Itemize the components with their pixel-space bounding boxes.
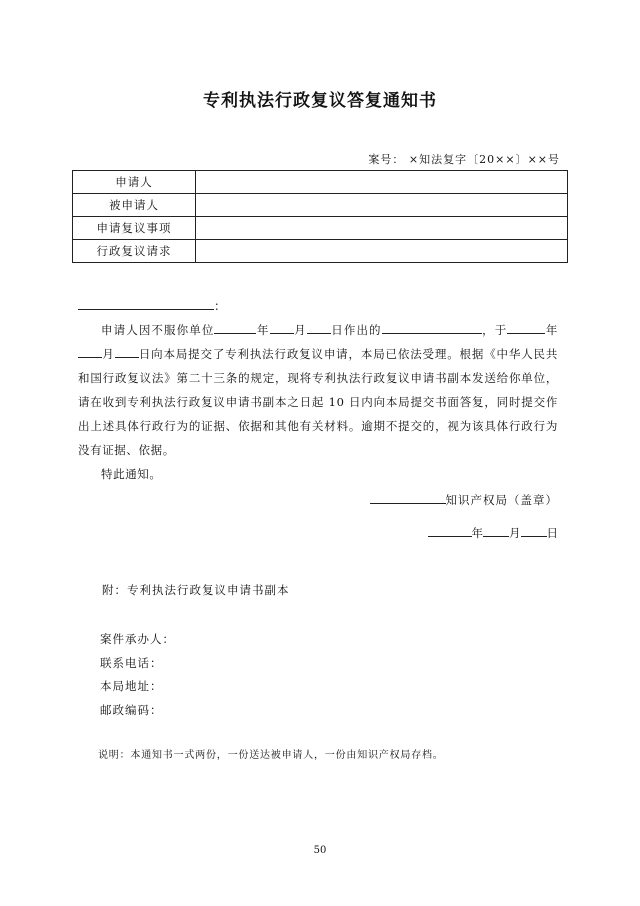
signature-label: 知识产权局（盖章）	[445, 493, 558, 507]
blank-day	[521, 523, 547, 537]
case-number: 案号： ×知法复字〔20××〕××号	[368, 153, 560, 166]
body-text: ，于	[481, 323, 508, 337]
table-value-applicant	[196, 171, 568, 194]
body-text: 申请人因不服你单位	[101, 323, 215, 337]
blank-month	[78, 344, 102, 358]
table-label-respondent: 被申请人	[73, 194, 196, 217]
blank-month	[270, 320, 294, 334]
addressee-colon: ：	[214, 299, 227, 313]
contact-handler: 案件承办人：	[100, 632, 175, 646]
table-label-applicant: 申请人	[73, 171, 196, 194]
explanation-note: 说明：本通知书一式两份，一份送达被申请人，一份由知识产权局存档。	[98, 750, 444, 761]
table-value-matter	[196, 217, 568, 240]
blank-year	[214, 320, 256, 334]
notice-body	[78, 318, 558, 486]
table-row	[73, 217, 568, 240]
month-label: 月	[509, 526, 521, 540]
date-line	[428, 523, 559, 541]
blank-decision	[382, 320, 482, 334]
contact-phone: 联系电话：	[100, 655, 163, 670]
day-label: 日	[546, 526, 558, 540]
signature-blank	[370, 490, 446, 504]
month-label: 月	[293, 323, 307, 337]
attachment-note: 附：专利执法行政复议申请书副本	[102, 583, 290, 597]
blank-year	[428, 523, 472, 537]
table-row	[73, 240, 568, 263]
blank-day	[307, 320, 331, 334]
day-label: 日作出的	[330, 323, 382, 337]
contact-postcode: 邮政编码：	[100, 702, 163, 717]
blank-day	[115, 344, 139, 358]
year-label: 年	[256, 323, 270, 337]
month-label: 月	[102, 347, 115, 361]
table-label-matter: 申请复议事项	[73, 217, 196, 240]
body-text: 日向本局提交了专利执法行政复议申请，本局已依法受理。根据《中华人民共和国行政复议法》第二十三条的规定，现将专利执法行政复议申请书副本发送给你单位，请在收到专利执法行政复议申请书副本之日起 10 日内向本局提交书面答复，同时提交作出上述具体行政行为的证据、依据和其他有关材料。逾期不提交的，视为该具体行政行为没有证据、依据。	[78, 347, 558, 457]
addressee-line	[78, 296, 226, 314]
table-row	[73, 171, 568, 194]
blank-month	[483, 523, 509, 537]
contact-address: 本局地址：	[100, 679, 163, 693]
closing-text: 特此通知。	[101, 467, 162, 481]
page-number: 50	[313, 845, 327, 856]
table-value-respondent	[196, 194, 568, 217]
signature-line	[370, 490, 559, 508]
table-value-request	[196, 240, 568, 263]
document-title: 专利执法行政复议答复通知书	[203, 91, 437, 111]
year-label: 年	[545, 323, 558, 337]
info-table	[72, 170, 568, 263]
table-label-request: 行政复议请求	[73, 240, 196, 263]
addressee-blank	[78, 296, 214, 310]
blank-year	[507, 320, 545, 334]
contact-list	[100, 628, 175, 722]
year-label: 年	[471, 526, 483, 540]
body-paragraph	[78, 318, 558, 462]
table-row	[73, 194, 568, 217]
